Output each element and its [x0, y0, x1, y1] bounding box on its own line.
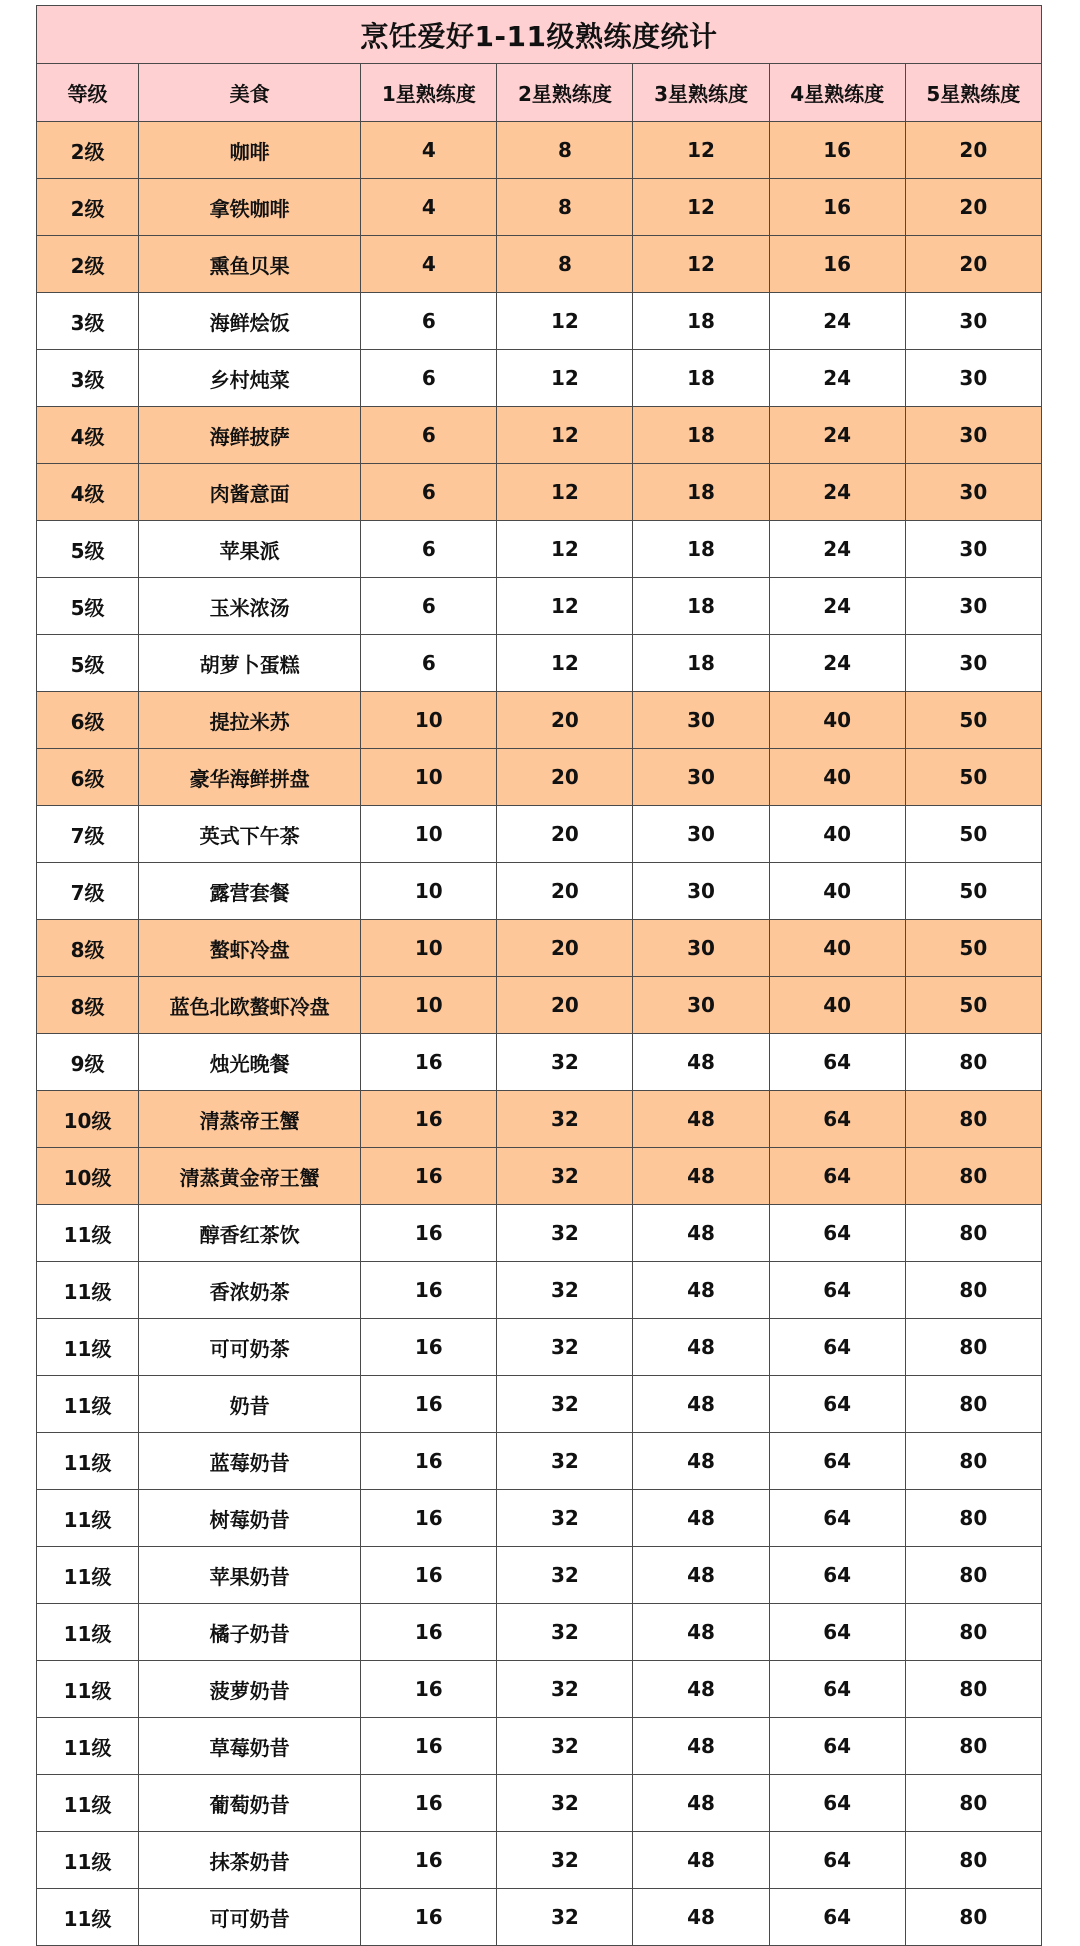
cell-food: 露营套餐	[139, 863, 361, 920]
cell-star4: 24	[769, 407, 905, 464]
cell-star1: 16	[361, 1091, 497, 1148]
cell-star2: 32	[497, 1490, 633, 1547]
cell-food: 螯虾冷盘	[139, 920, 361, 977]
cell-star2: 12	[497, 350, 633, 407]
cell-level: 3级	[37, 350, 139, 407]
cell-star1: 4	[361, 179, 497, 236]
cell-star2: 12	[497, 521, 633, 578]
cell-star1: 10	[361, 749, 497, 806]
column-header-star5: 5星熟练度	[905, 64, 1041, 122]
cell-food: 奶昔	[139, 1376, 361, 1433]
cell-star1: 10	[361, 806, 497, 863]
cell-star2: 20	[497, 863, 633, 920]
cell-star2: 20	[497, 692, 633, 749]
cell-star4: 40	[769, 920, 905, 977]
cell-star4: 40	[769, 749, 905, 806]
column-header-star4: 4星熟练度	[769, 64, 905, 122]
table-row	[37, 1661, 1042, 1718]
cell-star3: 48	[633, 1775, 769, 1832]
cell-star1: 16	[361, 1319, 497, 1376]
cell-star1: 16	[361, 1775, 497, 1832]
table-row	[37, 578, 1042, 635]
cell-star2: 32	[497, 1148, 633, 1205]
cell-level: 4级	[37, 464, 139, 521]
cell-star4: 40	[769, 692, 905, 749]
cell-star4: 24	[769, 350, 905, 407]
cell-star2: 20	[497, 977, 633, 1034]
cell-star5: 30	[905, 521, 1041, 578]
cell-star3: 18	[633, 635, 769, 692]
cell-food: 香浓奶茶	[139, 1262, 361, 1319]
cell-level: 6级	[37, 692, 139, 749]
cell-star3: 18	[633, 350, 769, 407]
cell-star2: 32	[497, 1433, 633, 1490]
cell-star1: 6	[361, 293, 497, 350]
cell-level: 5级	[37, 521, 139, 578]
table-row	[37, 1832, 1042, 1889]
table-row	[37, 350, 1042, 407]
cell-star2: 32	[497, 1205, 633, 1262]
cell-level: 11级	[37, 1376, 139, 1433]
cell-star4: 16	[769, 179, 905, 236]
table-row	[37, 692, 1042, 749]
cell-star1: 16	[361, 1490, 497, 1547]
cell-food: 苹果奶昔	[139, 1547, 361, 1604]
cell-star5: 50	[905, 749, 1041, 806]
table-row	[37, 293, 1042, 350]
cell-star1: 6	[361, 521, 497, 578]
cell-star3: 48	[633, 1205, 769, 1262]
cell-star5: 80	[905, 1148, 1041, 1205]
table-row	[37, 1319, 1042, 1376]
cell-star2: 32	[497, 1319, 633, 1376]
cell-star1: 16	[361, 1718, 497, 1775]
table-row	[37, 464, 1042, 521]
cell-star4: 64	[769, 1034, 905, 1091]
cell-star1: 10	[361, 977, 497, 1034]
cell-level: 11级	[37, 1547, 139, 1604]
cell-star1: 4	[361, 236, 497, 293]
cell-star4: 16	[769, 236, 905, 293]
cell-food: 蓝色北欧螯虾冷盘	[139, 977, 361, 1034]
cell-star3: 18	[633, 578, 769, 635]
cell-star3: 48	[633, 1604, 769, 1661]
cell-star5: 80	[905, 1604, 1041, 1661]
table-row	[37, 920, 1042, 977]
cell-star3: 18	[633, 521, 769, 578]
cell-star3: 12	[633, 236, 769, 293]
cell-star1: 6	[361, 350, 497, 407]
cell-star5: 80	[905, 1376, 1041, 1433]
cell-star3: 18	[633, 407, 769, 464]
cell-star4: 24	[769, 293, 905, 350]
cell-star2: 32	[497, 1034, 633, 1091]
cell-star4: 24	[769, 521, 905, 578]
table-row	[37, 806, 1042, 863]
cell-star2: 20	[497, 920, 633, 977]
cell-food: 清蒸黄金帝王蟹	[139, 1148, 361, 1205]
cell-star3: 48	[633, 1433, 769, 1490]
cell-level: 6级	[37, 749, 139, 806]
cell-star1: 16	[361, 1604, 497, 1661]
cell-star3: 48	[633, 1547, 769, 1604]
cell-star2: 32	[497, 1376, 633, 1433]
cell-star1: 16	[361, 1547, 497, 1604]
cell-star3: 48	[633, 1661, 769, 1718]
table-row	[37, 1091, 1042, 1148]
cell-star3: 48	[633, 1889, 769, 1946]
cell-star5: 80	[905, 1490, 1041, 1547]
cell-star2: 8	[497, 122, 633, 179]
cell-star4: 64	[769, 1832, 905, 1889]
cell-level: 9级	[37, 1034, 139, 1091]
cell-star2: 12	[497, 407, 633, 464]
cell-star1: 16	[361, 1376, 497, 1433]
table-row	[37, 1034, 1042, 1091]
cell-star3: 30	[633, 692, 769, 749]
cell-food: 玉米浓汤	[139, 578, 361, 635]
cell-star4: 64	[769, 1889, 905, 1946]
cell-star4: 64	[769, 1319, 905, 1376]
cell-star2: 32	[497, 1091, 633, 1148]
cell-star4: 24	[769, 635, 905, 692]
cell-level: 4级	[37, 407, 139, 464]
cell-star4: 64	[769, 1547, 905, 1604]
cell-star3: 18	[633, 464, 769, 521]
cell-star5: 30	[905, 293, 1041, 350]
cell-star4: 40	[769, 863, 905, 920]
cell-star2: 20	[497, 749, 633, 806]
cell-star3: 48	[633, 1490, 769, 1547]
cell-food: 可可奶昔	[139, 1889, 361, 1946]
cell-star4: 64	[769, 1376, 905, 1433]
proficiency-table-sheet	[36, 5, 1042, 1946]
cell-star1: 6	[361, 464, 497, 521]
cell-food: 肉酱意面	[139, 464, 361, 521]
cell-level: 11级	[37, 1433, 139, 1490]
cell-star5: 30	[905, 635, 1041, 692]
cell-star4: 24	[769, 578, 905, 635]
cell-star2: 12	[497, 578, 633, 635]
cell-star2: 32	[497, 1262, 633, 1319]
cell-star5: 30	[905, 578, 1041, 635]
cell-food: 烛光晚餐	[139, 1034, 361, 1091]
cell-star4: 40	[769, 806, 905, 863]
cell-star2: 12	[497, 635, 633, 692]
cell-star1: 4	[361, 122, 497, 179]
table-row	[37, 1490, 1042, 1547]
table-body	[37, 122, 1042, 1946]
table-title: 烹饪爱好1-11级熟练度统计	[37, 6, 1042, 64]
table-row	[37, 1148, 1042, 1205]
cell-star3: 48	[633, 1376, 769, 1433]
cell-star5: 50	[905, 863, 1041, 920]
cell-star4: 16	[769, 122, 905, 179]
cell-star5: 80	[905, 1319, 1041, 1376]
cell-level: 11级	[37, 1262, 139, 1319]
table-row	[37, 749, 1042, 806]
table-row	[37, 1376, 1042, 1433]
cell-star3: 48	[633, 1832, 769, 1889]
cell-star5: 80	[905, 1034, 1041, 1091]
column-header-food: 美食	[139, 64, 361, 122]
cell-star4: 64	[769, 1661, 905, 1718]
cell-star5: 80	[905, 1718, 1041, 1775]
column-header-star3: 3星熟练度	[633, 64, 769, 122]
cell-level: 5级	[37, 578, 139, 635]
cell-star5: 80	[905, 1889, 1041, 1946]
cell-star3: 30	[633, 920, 769, 977]
cell-star2: 12	[497, 464, 633, 521]
cell-food: 葡萄奶昔	[139, 1775, 361, 1832]
proficiency-table	[36, 5, 1042, 1946]
cell-level: 11级	[37, 1832, 139, 1889]
cell-star3: 12	[633, 179, 769, 236]
cell-star5: 50	[905, 692, 1041, 749]
cell-star3: 12	[633, 122, 769, 179]
cell-star2: 32	[497, 1661, 633, 1718]
cell-star5: 20	[905, 236, 1041, 293]
cell-level: 2级	[37, 122, 139, 179]
cell-star1: 6	[361, 578, 497, 635]
cell-level: 2级	[37, 179, 139, 236]
cell-star1: 6	[361, 635, 497, 692]
cell-star1: 16	[361, 1661, 497, 1718]
cell-food: 豪华海鲜拼盘	[139, 749, 361, 806]
cell-level: 7级	[37, 806, 139, 863]
cell-level: 11级	[37, 1319, 139, 1376]
cell-star1: 16	[361, 1832, 497, 1889]
cell-star5: 20	[905, 179, 1041, 236]
cell-food: 醇香红茶饮	[139, 1205, 361, 1262]
cell-star3: 30	[633, 806, 769, 863]
cell-star5: 30	[905, 350, 1041, 407]
table-row	[37, 1433, 1042, 1490]
cell-star4: 64	[769, 1091, 905, 1148]
cell-star4: 40	[769, 977, 905, 1034]
cell-level: 11级	[37, 1604, 139, 1661]
cell-star4: 64	[769, 1262, 905, 1319]
cell-star2: 32	[497, 1832, 633, 1889]
cell-level: 8级	[37, 977, 139, 1034]
cell-level: 11级	[37, 1490, 139, 1547]
cell-level: 11级	[37, 1775, 139, 1832]
cell-star2: 20	[497, 806, 633, 863]
cell-star5: 80	[905, 1205, 1041, 1262]
cell-food: 熏鱼贝果	[139, 236, 361, 293]
cell-star2: 32	[497, 1889, 633, 1946]
cell-star1: 16	[361, 1205, 497, 1262]
cell-star3: 30	[633, 977, 769, 1034]
table-row	[37, 863, 1042, 920]
cell-star1: 16	[361, 1034, 497, 1091]
table-row	[37, 521, 1042, 578]
cell-star5: 30	[905, 464, 1041, 521]
cell-star2: 8	[497, 236, 633, 293]
cell-level: 11级	[37, 1718, 139, 1775]
cell-level: 11级	[37, 1205, 139, 1262]
cell-star4: 64	[769, 1148, 905, 1205]
table-row	[37, 1262, 1042, 1319]
cell-level: 3级	[37, 293, 139, 350]
cell-food: 橘子奶昔	[139, 1604, 361, 1661]
cell-star3: 30	[633, 749, 769, 806]
cell-food: 可可奶茶	[139, 1319, 361, 1376]
cell-star2: 12	[497, 293, 633, 350]
cell-level: 11级	[37, 1889, 139, 1946]
cell-food: 英式下午茶	[139, 806, 361, 863]
cell-star1: 16	[361, 1433, 497, 1490]
cell-star4: 64	[769, 1718, 905, 1775]
cell-star3: 48	[633, 1718, 769, 1775]
cell-star2: 32	[497, 1718, 633, 1775]
cell-star5: 50	[905, 806, 1041, 863]
cell-food: 蓝莓奶昔	[139, 1433, 361, 1490]
cell-star5: 30	[905, 407, 1041, 464]
cell-star5: 80	[905, 1091, 1041, 1148]
cell-food: 提拉米苏	[139, 692, 361, 749]
cell-food: 草莓奶昔	[139, 1718, 361, 1775]
cell-star1: 10	[361, 863, 497, 920]
cell-food: 海鲜披萨	[139, 407, 361, 464]
cell-star1: 10	[361, 692, 497, 749]
cell-star3: 48	[633, 1034, 769, 1091]
cell-star4: 64	[769, 1490, 905, 1547]
column-header-level: 等级	[37, 64, 139, 122]
table-row	[37, 407, 1042, 464]
cell-star5: 80	[905, 1775, 1041, 1832]
cell-star4: 64	[769, 1433, 905, 1490]
cell-food: 树莓奶昔	[139, 1490, 361, 1547]
column-header-row	[37, 64, 1042, 122]
table-row	[37, 236, 1042, 293]
cell-level: 10级	[37, 1091, 139, 1148]
cell-star3: 48	[633, 1148, 769, 1205]
table-row	[37, 1604, 1042, 1661]
cell-star5: 80	[905, 1661, 1041, 1718]
cell-star5: 50	[905, 977, 1041, 1034]
cell-star3: 48	[633, 1091, 769, 1148]
table-row	[37, 977, 1042, 1034]
cell-star1: 16	[361, 1889, 497, 1946]
cell-star2: 32	[497, 1775, 633, 1832]
cell-star1: 10	[361, 920, 497, 977]
cell-star4: 64	[769, 1205, 905, 1262]
cell-star5: 20	[905, 122, 1041, 179]
table-row	[37, 122, 1042, 179]
cell-star1: 16	[361, 1148, 497, 1205]
column-header-star1: 1星熟练度	[361, 64, 497, 122]
cell-star4: 24	[769, 464, 905, 521]
cell-food: 菠萝奶昔	[139, 1661, 361, 1718]
cell-food: 海鲜烩饭	[139, 293, 361, 350]
cell-level: 8级	[37, 920, 139, 977]
cell-star3: 30	[633, 863, 769, 920]
cell-star2: 32	[497, 1547, 633, 1604]
table-title-row	[37, 6, 1042, 64]
table-row	[37, 635, 1042, 692]
cell-level: 2级	[37, 236, 139, 293]
cell-star5: 80	[905, 1262, 1041, 1319]
cell-level: 7级	[37, 863, 139, 920]
cell-food: 抹茶奶昔	[139, 1832, 361, 1889]
cell-star4: 64	[769, 1604, 905, 1661]
cell-food: 拿铁咖啡	[139, 179, 361, 236]
cell-food: 乡村炖菜	[139, 350, 361, 407]
cell-star1: 6	[361, 407, 497, 464]
cell-food: 清蒸帝王蟹	[139, 1091, 361, 1148]
cell-food: 苹果派	[139, 521, 361, 578]
cell-food: 胡萝卜蛋糕	[139, 635, 361, 692]
table-row	[37, 1889, 1042, 1946]
table-row	[37, 1775, 1042, 1832]
cell-star5: 80	[905, 1433, 1041, 1490]
cell-level: 10级	[37, 1148, 139, 1205]
table-row	[37, 179, 1042, 236]
table-row	[37, 1718, 1042, 1775]
cell-star3: 48	[633, 1262, 769, 1319]
cell-food: 咖啡	[139, 122, 361, 179]
table-row	[37, 1547, 1042, 1604]
cell-star3: 48	[633, 1319, 769, 1376]
cell-star3: 18	[633, 293, 769, 350]
cell-level: 11级	[37, 1661, 139, 1718]
cell-star2: 32	[497, 1604, 633, 1661]
cell-star1: 16	[361, 1262, 497, 1319]
column-header-star2: 2星熟练度	[497, 64, 633, 122]
cell-star2: 8	[497, 179, 633, 236]
cell-star4: 64	[769, 1775, 905, 1832]
cell-star5: 50	[905, 920, 1041, 977]
cell-star5: 80	[905, 1547, 1041, 1604]
table-row	[37, 1205, 1042, 1262]
cell-star5: 80	[905, 1832, 1041, 1889]
cell-level: 5级	[37, 635, 139, 692]
